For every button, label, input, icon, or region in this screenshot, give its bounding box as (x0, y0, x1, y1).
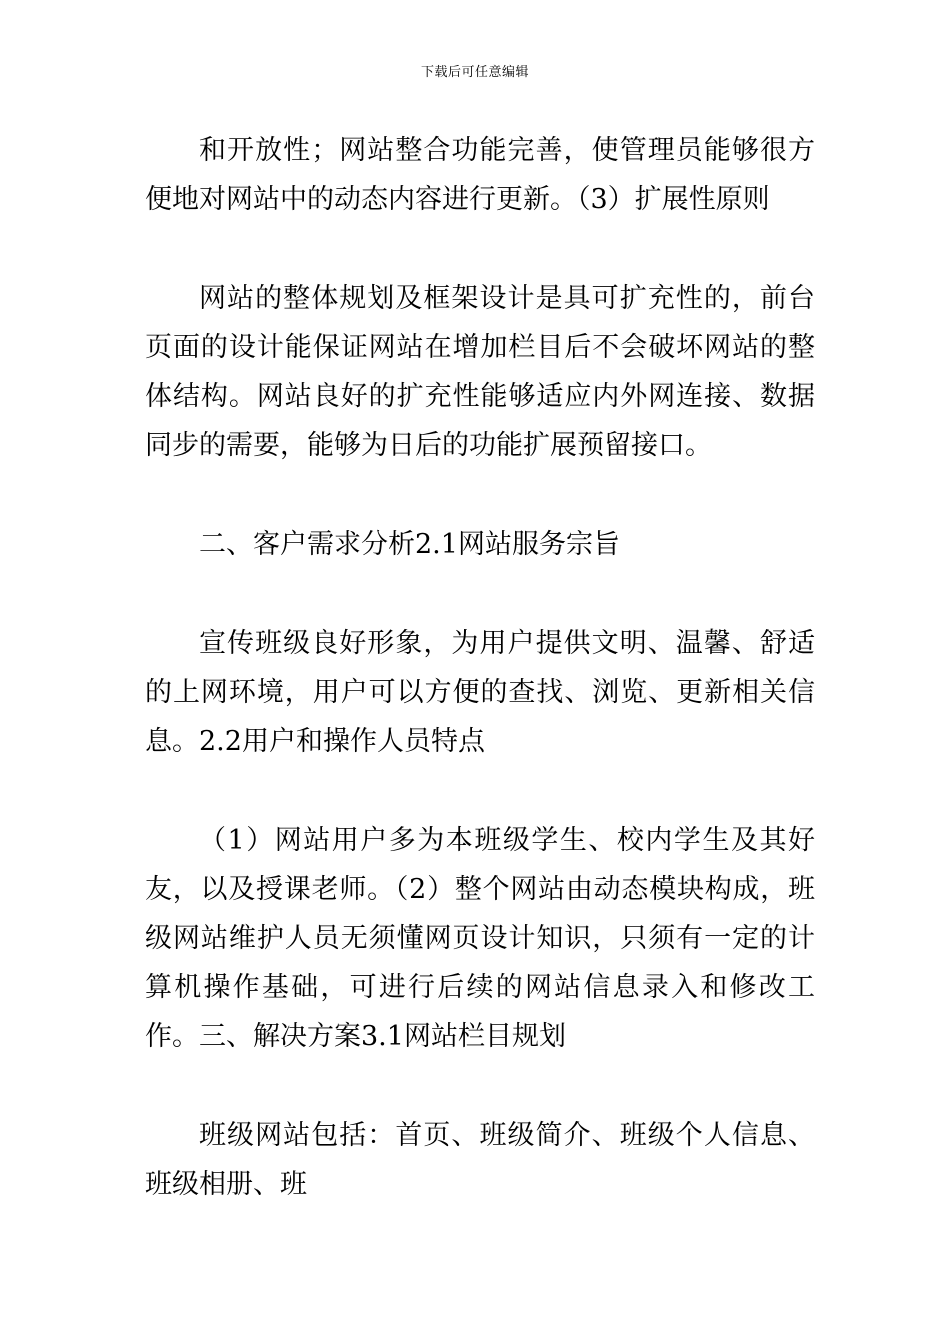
paragraph-users: （1）网站用户多为本班级学生、校内学生及其好友，以及授课老师。（2）整个网站由动态模块构成，班级网站维护人员无须懂网页设计知识，只须有一定的计算机操作基础，可进行后续的网站信息录入和修改工作。三、解决方案3.1网站栏目规划 (145, 825, 815, 1052)
page-header: 下载后可任意编辑 (420, 65, 529, 80)
document-body (145, 126, 815, 1209)
paragraph-spacer (145, 470, 815, 520)
paragraph-openness: 和开放性；网站整合功能完善，使管理员能够很方便地对网站中的动态内容进行更新。（3）扩展性原则 (145, 135, 815, 215)
paragraph-spacer (145, 766, 815, 816)
paragraph-spacer (145, 1061, 815, 1111)
paragraph-scalability: 网站的整体规划及框架设计是具可扩充性的，前台页面的设计能保证网站在增加栏目后不会破坏网站的整体结构。网站良好的扩充性能够适应内外网连接、数据同步的需要，能够为日后的功能扩展预留接口。 (145, 283, 815, 461)
paragraph-site-sections: 班级网站包括：首页、班级简介、班级个人信息、班级相册、班 (145, 1120, 815, 1200)
paragraph-spacer (145, 569, 815, 619)
section-heading-requirements: 二、客户需求分析2.1网站服务宗旨 (199, 529, 620, 560)
paragraph-spacer (145, 224, 815, 274)
paragraph-purpose: 宣传班级良好形象，为用户提供文明、温馨、舒适的上网环境，用户可以方便的查找、浏览、更新相关信息。2.2用户和操作人员特点 (145, 628, 815, 757)
